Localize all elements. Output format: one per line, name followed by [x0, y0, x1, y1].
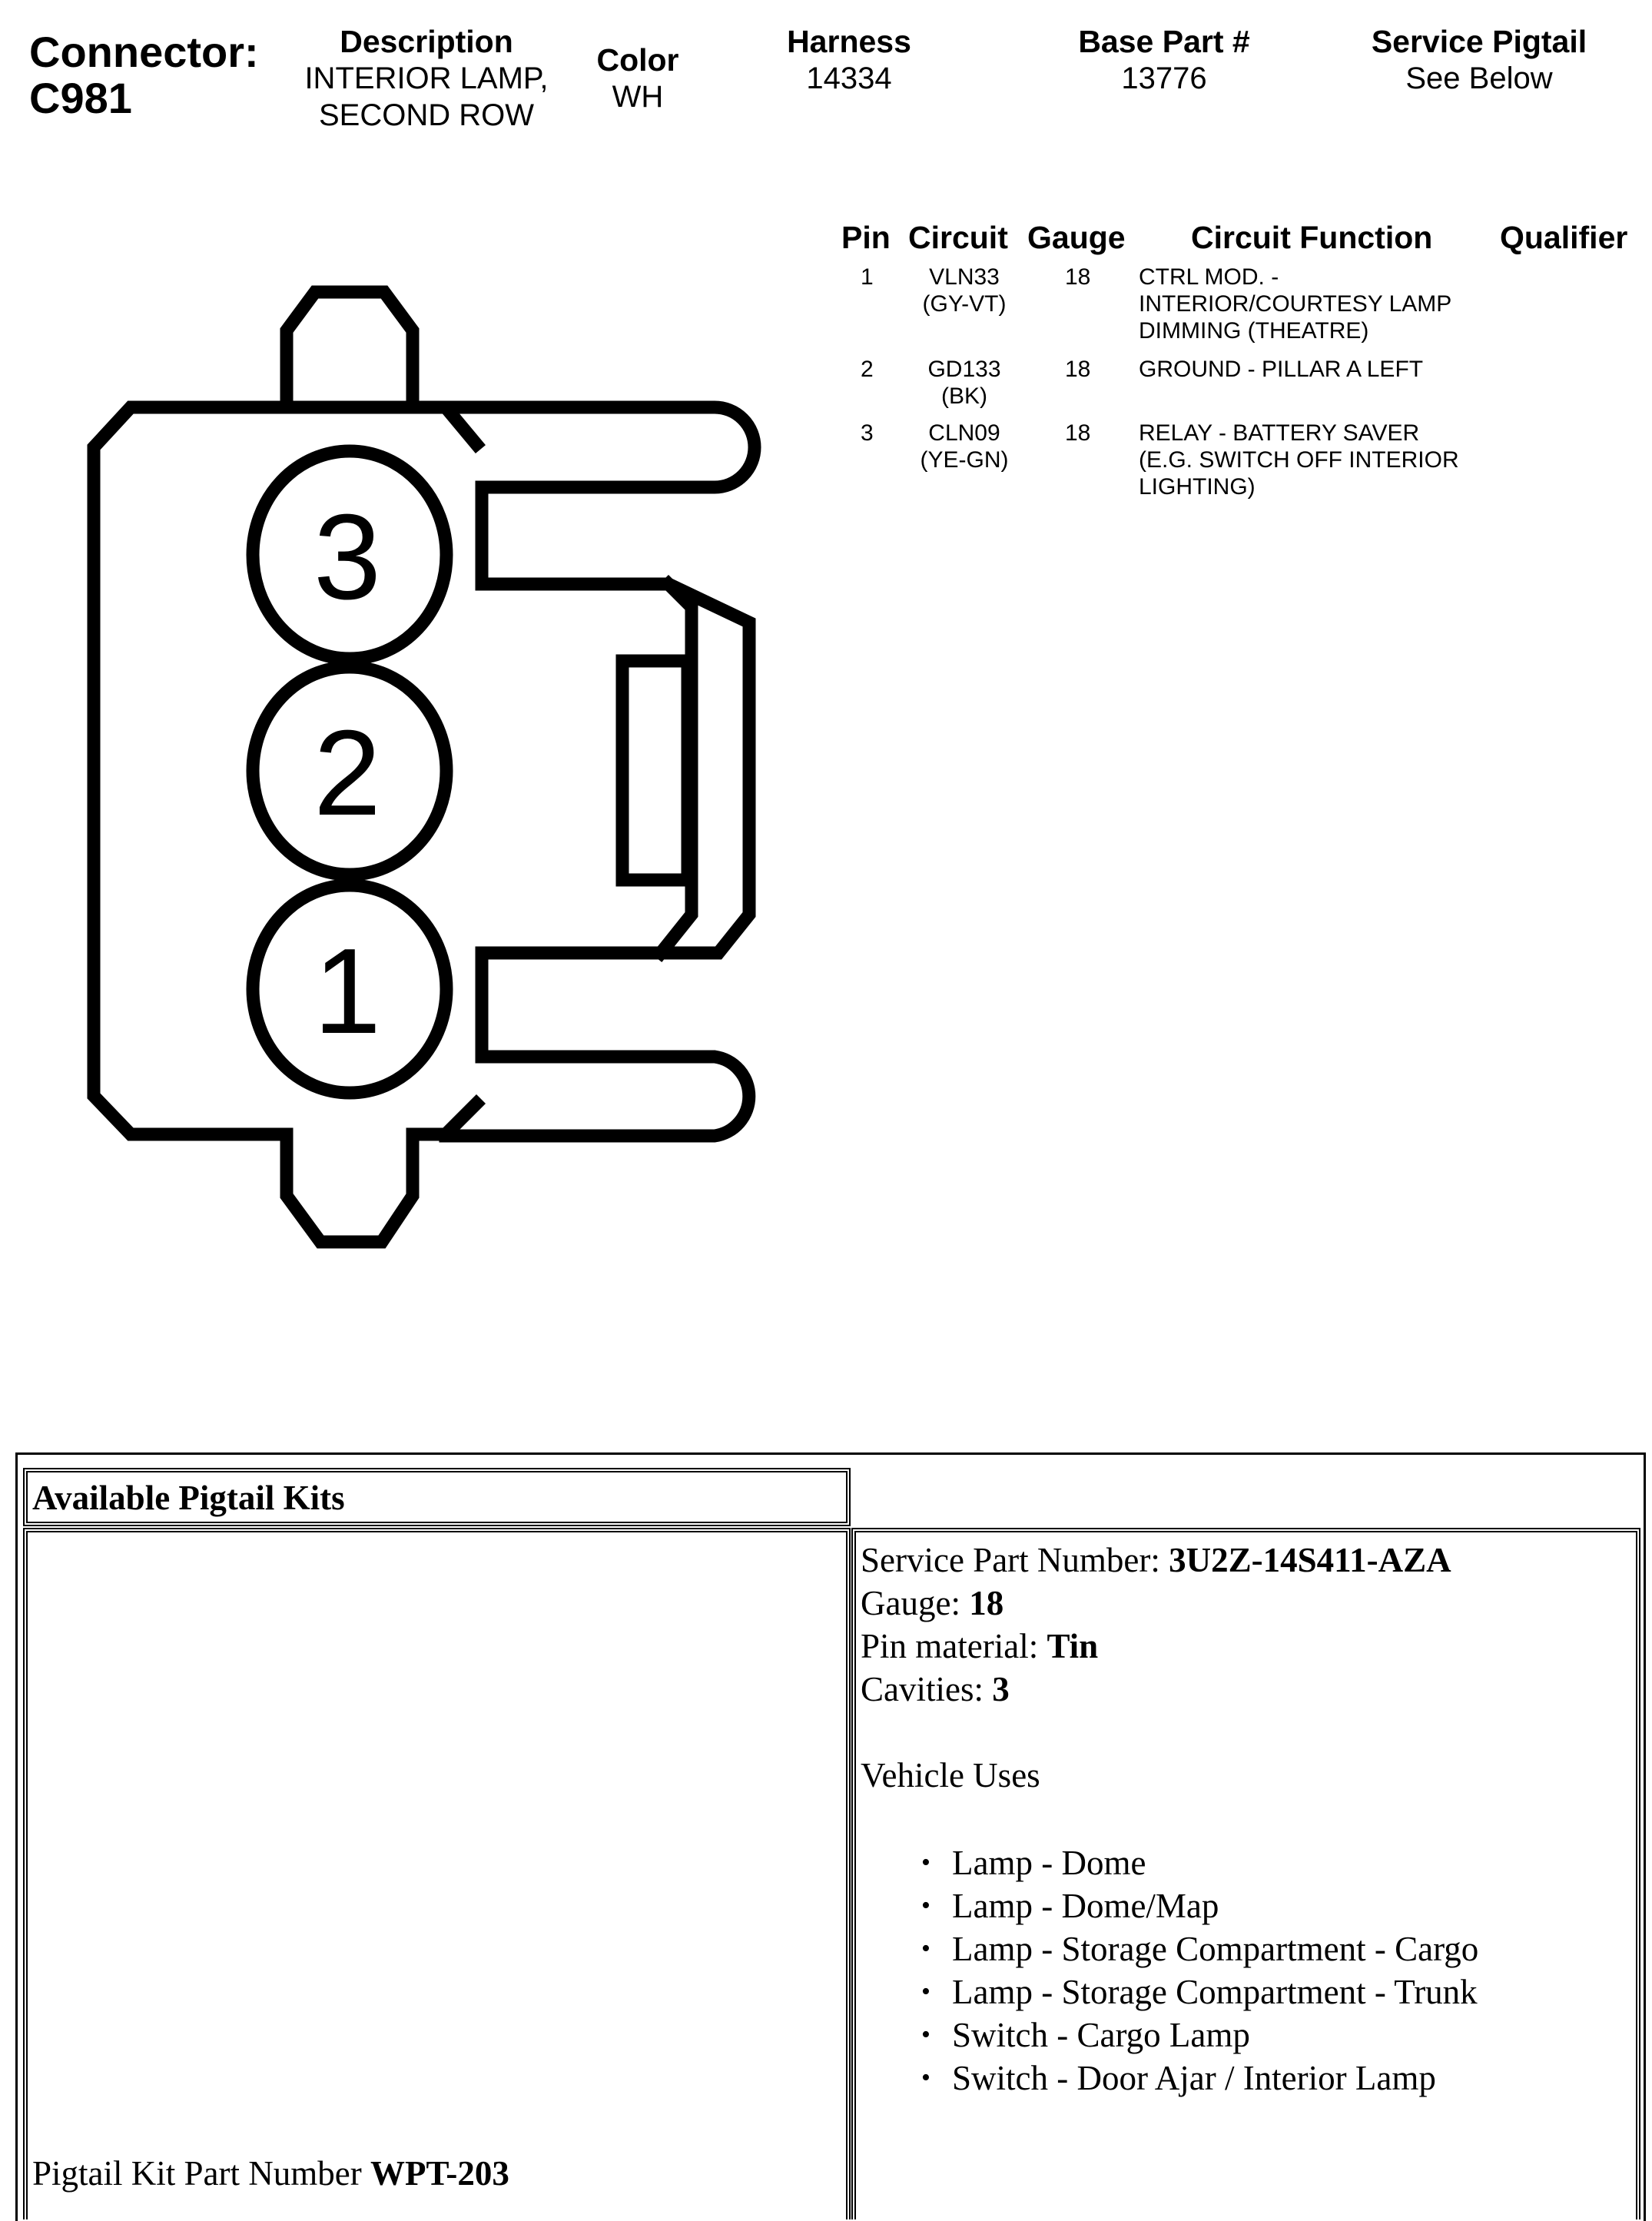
pin-material-label: Pin material:: [861, 1627, 1047, 1665]
base-part-column: [1045, 23, 1283, 97]
circuit-id: GD133: [927, 357, 1001, 382]
cavities-label: Cavities:: [861, 1670, 993, 1708]
connector-id: C981: [29, 74, 132, 122]
pin-number: 2: [861, 357, 874, 382]
pigtail-section-title: Available Pigtail Kits: [32, 1479, 345, 1517]
pin-label-1: 1: [313, 924, 381, 1059]
circuit-function-line: RELAY - BATTERY SAVER: [1139, 420, 1420, 446]
pigtail-image-box: [23, 1528, 851, 2219]
cavities-line: [861, 1668, 1010, 1711]
pigtail-details-box: [851, 1528, 1640, 2219]
pin-header: Pin: [841, 220, 891, 255]
circuit-function-line: DIMMING (THEATRE): [1139, 318, 1369, 344]
vehicle-uses-list: [856, 1841, 1632, 2100]
pin-material-value: Tin: [1047, 1627, 1099, 1665]
circuit-header: Circuit: [908, 220, 1008, 255]
list-item: • Lamp - Dome/Map: [856, 1884, 1632, 1927]
description-value-line1: INTERIOR LAMP,: [304, 61, 549, 95]
harness-label: Harness: [787, 24, 911, 59]
circuit-function-line: (E.G. SWITCH OFF INTERIOR: [1139, 447, 1459, 473]
kit-part-label: Pigtail Kit Part Number: [32, 2154, 370, 2193]
pin-material-line: [861, 1625, 1098, 1668]
pin-label-3: 3: [313, 490, 381, 625]
gauge-value: 18: [1065, 357, 1091, 382]
circuit-function-line: INTERIOR/COURTESY LAMP: [1139, 291, 1452, 317]
gauge-header: Gauge: [1027, 220, 1126, 255]
vehicle-uses-label: Vehicle Uses: [861, 1756, 1040, 1794]
base-part-value: 13776: [1121, 61, 1207, 95]
service-part-label: Service Part Number:: [861, 1541, 1169, 1579]
circuit-id: VLN33: [929, 264, 1000, 290]
gauge-value: 18: [1065, 264, 1091, 290]
pin-label-2: 2: [313, 705, 381, 841]
color-label: Color: [596, 42, 679, 78]
service-part-number-line: [861, 1539, 1451, 1582]
circuit-wire-color: (BK): [941, 383, 987, 409]
kit-part-value: WPT-203: [370, 2154, 509, 2193]
pin-number: 3: [861, 420, 874, 446]
service-part-value: 3U2Z-14S411-AZA: [1169, 1541, 1451, 1579]
gauge-label: Gauge:: [861, 1584, 970, 1622]
circuit-wire-color: (YE-GN): [920, 447, 1009, 473]
list-item: • Lamp - Dome: [856, 1841, 1632, 1884]
description-label: Description: [340, 24, 513, 59]
list-item: • Lamp - Storage Compartment - Cargo: [856, 1927, 1632, 1970]
lower-tab: [446, 953, 749, 1136]
gauge-value: 18: [969, 1584, 1004, 1622]
connector-face-diagram: [0, 0, 830, 1306]
harness-value: 14334: [806, 61, 892, 95]
pin-number: 1: [861, 264, 874, 290]
circuit-function-line: CTRL MOD. -: [1139, 264, 1279, 290]
pigtail-title-box: [23, 1468, 851, 1526]
circuit-function-line: LIGHTING): [1139, 474, 1256, 500]
keying-slot: [622, 661, 688, 880]
list-item: • Lamp - Storage Compartment - Trunk: [856, 1970, 1632, 2014]
qualifier-header: Qualifier: [1500, 220, 1628, 255]
circuit-function-line: GROUND - PILLAR A LEFT: [1139, 357, 1424, 382]
list-item: • Switch - Cargo Lamp: [856, 2014, 1632, 2057]
color-value: WH: [612, 80, 664, 114]
cavities-value: 3: [992, 1670, 1010, 1708]
connector-label: Connector:: [29, 28, 259, 76]
gauge-value: 18: [1065, 420, 1091, 446]
pigtail-kit-part-number: [32, 2152, 509, 2195]
circuit-id: CLN09: [928, 420, 1000, 446]
base-part-label: Base Part #: [1078, 24, 1250, 59]
circuit-function-header: Circuit Function: [1191, 220, 1433, 255]
circuit-wire-color: (GY-VT): [922, 291, 1007, 317]
list-item: • Switch - Door Ajar / Interior Lamp: [856, 2057, 1632, 2100]
upper-tab: [446, 407, 755, 953]
description-value-line2: SECOND ROW: [319, 98, 534, 132]
service-pigtail-value: See Below: [1405, 61, 1553, 95]
service-pigtail-label: Service Pigtail: [1371, 24, 1587, 59]
service-pigtail-column: [1337, 23, 1621, 97]
gauge-line: [861, 1582, 1003, 1625]
